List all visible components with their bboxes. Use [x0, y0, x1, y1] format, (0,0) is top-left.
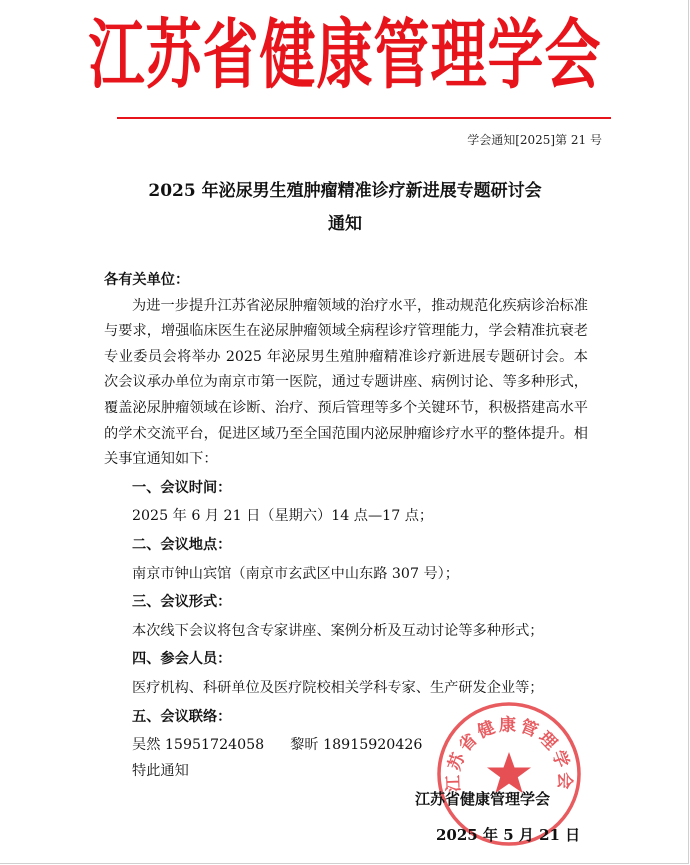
seal-star-icon [487, 752, 531, 793]
section-4-heading: 四、参会人员： [132, 651, 232, 668]
signature-date: 2025 年 5 月 21 日 [436, 826, 581, 844]
closing-remark: 特此通知 [132, 762, 189, 779]
contact-2-name: 黎昕 [290, 737, 319, 754]
document-title [0, 175, 690, 241]
section-5-heading: 五、会议联络： [132, 708, 232, 725]
masthead-title: 江苏省健康管理学会 [88, 12, 602, 100]
section-3-body: 本次线下会议将包含专家讲座、案例分析及互动讨论等多种形式； [132, 622, 544, 639]
title-line-1: 2025 年泌尿男生殖肿瘤精准诊疗新进展专题研讨会 [148, 181, 542, 201]
contact-2-phone: 18915920426 [323, 737, 423, 754]
salutation: 各有关单位： [104, 272, 190, 288]
section-3-heading: 三、会议形式： [132, 594, 232, 611]
section-1-body: 2025 年 6 月 21 日（星期六）14 点—17 点； [132, 508, 434, 525]
contact-1-phone: 15951724058 [164, 737, 265, 754]
intro-paragraph: 为进一步提升江苏省泌尿肿瘤领域的治疗水平，推动规范化疾病诊治标准与要求，增强临床医生在泌尿肿瘤领域全病程诊疗管理能力，学会精准抗衰老专业委员会将举办 2025 年泌尿男生殖肿瘤精准诊疗新进展专题研讨会。本次会议承办单位为南京市第一医院，通过专题讲座、病例讨论、等多种形式，覆盖泌尿肿瘤领域在诊断、治疗、预后管理等多个关键环节，积极搭建高水平的学术交流平台，促进区域乃至全国范围内泌尿肿瘤诊疗水平的整体提升。相关事宜通知如下： [104, 297, 588, 468]
contact-1-name: 吴然 [132, 737, 161, 754]
document-number: 学会通知[2025]第 21 号 [467, 133, 602, 147]
seal-text: 江苏省健康管理学会 [443, 715, 575, 793]
contact-1 [132, 733, 264, 759]
section-1-heading: 一、会议时间： [132, 479, 232, 496]
section-4-body: 医疗机构、科研单位及医疗院校相关学科专家、生产研发企业等； [132, 679, 544, 696]
red-divider [117, 117, 611, 119]
signature-organization: 江苏省健康管理学会 [415, 790, 551, 808]
contact-2 [290, 733, 422, 759]
title-line-2: 通知 [328, 214, 362, 234]
section-2-heading: 二、会议地点： [132, 536, 232, 553]
section-2-body: 南京市钟山宾馆（南京市玄武区中山东路 307 号）； [132, 565, 459, 582]
